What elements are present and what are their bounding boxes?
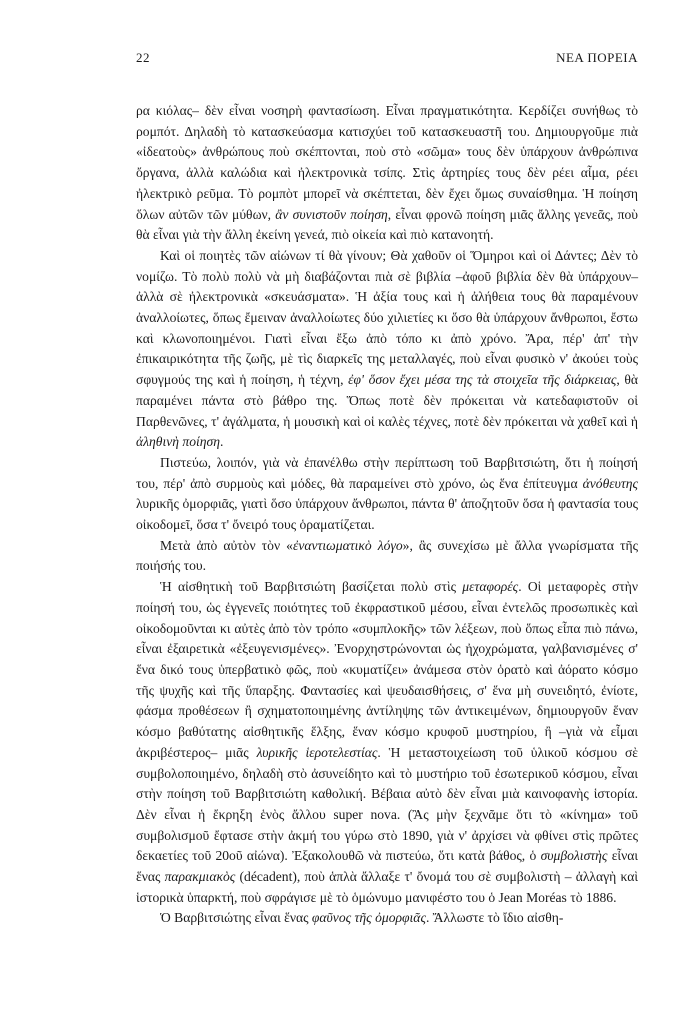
text-run: εἶναι ἕνας <box>136 848 638 885</box>
journal-title: ΝΕΑ ΠΟΡΕΙΑ <box>556 50 638 65</box>
text-run: Μετὰ ἀπὸ αὐτὸν τὸν « <box>160 537 293 553</box>
paragraph <box>136 908 638 929</box>
italic-phrase: ἐφ' ὅσον ἔχει μέσα της τὰ στοιχεῖα τῆς διάρκειας <box>348 372 617 388</box>
page-number: 22 <box>136 50 150 65</box>
text-run: . Ἡ μεταστοιχείωση τοῦ ὑλικοῦ κόσμου σὲ συμβολοποιημένο, δηλαδὴ στὸ ἀσυνείδητο καὶ τὸ μυστήριο τοῦ ἐσωτερικοῦ κόσμου, εἶναι στὴν ποίηση τοῦ Βαρβιτσιώτη καθολική. Βέβαια αὐτὸ δὲν εἶναι μιὰ καινοφανὴς ἱστορία. Δὲν εἶναι ἡ ἔκρηξη ἑνὸς ἄλλου super nova. (Ἂς μὴν ξεχνᾶμε ὅτι τὸ «κίνημα» τοῦ συμβολισμοῦ ἔφτασε στὴν ἀκμή του γύρω στὸ 1890, γιὰ ν' ἀρχίσει νὰ φθίνει στὶς πρῶτες δεκαετίες τοῦ 20οῦ αἰώνα). Ἐξακολουθῶ νὰ πιστεύω, ὅτι κατὰ βάθος, ὁ <box>136 744 639 864</box>
text-run: Ὁ Βαρβιτσιώτης εἶναι ἕνας <box>160 910 312 926</box>
text-run: . Οἱ μεταφορὲς στὴν ποίησή του, ὡς ἐγγενεῖς ποιότητες τοῦ ἐκφραστικοῦ μέσου, εἶναι ἐντελῶς προσωπικὲς καὶ οἰκοδομοῦνται κι αὐτὲς ἀπὸ τὸν τρόπο «συμπλοκῆς» τῶν λέξεων, ποὺ ὅπως εἶπα πιὸ πάνω, εἶναι ἐξαιρετικὰ «ἐξευγενισμένες». Ἐνορχηστρώνονται ὡς ἠχοχρώματα, γαλβανισμένες σ' ἕνα δικό τους ὑπερβατικὸ φῶς, ποὺ «κυματίζει» ἀνάμεσα στὸν ὁρατὸ καὶ ἀόρατο κόσμο τῆς ψυχῆς καὶ τῆς ὕπαρξης. Φαντασίες καὶ ψευδαισθήσεις, σ' ἕνα μὴ συνειδητό, ἐνίοτε, φάσμα προθέσεων ἢ σχηματοποιημένης ἀντίληψης τῶν ἀντικειμένων, δημιουργοῦν ἕναν κόσμο βαθύτατης αἰσθητικῆς ἕλξης, ἕναν κόσμο κρυφοῦ μυστηρίου, ἢ –γιὰ νὰ εἶμαι ἀκριβέστερος– μιᾶς <box>136 579 639 760</box>
italic-phrase: λυρικῆς ἱεροτελεστίας <box>256 744 378 760</box>
text-run: Ἡ αἰσθητικὴ τοῦ Βαρβιτσιώτη βασίζεται πολὺ στὶς <box>160 579 463 595</box>
body-text <box>136 101 638 929</box>
italic-phrase: συμβολιστὴς <box>540 848 608 864</box>
italic-phrase: παρακμιακὸς <box>164 869 236 885</box>
running-header <box>136 50 638 68</box>
text-run: (décadent), ποὺ ἁπλὰ ἄλλαξε τ' ὄνομά του σὲ συμβολιστὴ – ἀλλαγὴ καὶ ἱστορικὰ ὑπαρκτή, ποὺ σφράγισε μὲ τὸ ὁμώνυμο μανιφέστο του ὁ Jean Moréas τὸ 1886. <box>136 869 638 905</box>
paragraph <box>136 246 638 453</box>
text-run: . <box>219 434 224 450</box>
text-run: Καὶ οἱ ποιητὲς τῶν αἰώνων τί θὰ γίνουν; Θὰ χαθοῦν οἱ Ὅμηροι καὶ οἱ Δάντες; Δὲν τὸ νομίζω. Τὸ πολὺ πολὺ νὰ μὴ διαβάζονται πιὰ σὲ βιβλία –ἀφοῦ βιβλία δὲν θὰ ὑπάρχουν– ἀλλὰ σὲ ἠλεκτρονικὰ «σκευάσματα». Ἡ ἀξία τους καὶ ἡ ἀλήθεια τους θὰ παραμένουν ἀναλλοίωτες, ὅπως ἔμειναν ἀναλλοίωτες δύο χιλιετίες κι ὅσο θὰ ὑπάρχουν ἄνθρωποι, ἔστω καὶ κλωνοποιημένοι. Γιατὶ εἶναι ἔξω ἀπὸ τόπο κι ἀπὸ χρόνο. Ἄρα, πέρ' ἀπ' τὴν ἐπικαιρικότητα τῆς ζωῆς, μὲ τὶς διαρκεῖς της μεταλλαγές, ποὺ εἶναι φυσικὸ ν' ἀκούει τοὺς σφυγμούς της καὶ ἡ ποίηση, ἡ τέχνη, <box>136 247 638 388</box>
italic-phrase: μεταφορές <box>462 579 519 595</box>
text-run: ρα κιόλας– δὲν εἶναι νοσηρὴ φαντασίωση. Εἶναι πραγματικότητα. Κερδίζει συνήθως τὸ ρομπότ. Δηλαδὴ τὸ κατασκεύασμα κατισχύει τοῦ κατασκευαστῆ του. Δημιουργοῦμε πιὰ «ἰδεατοὺς» ἀνθρώπους ποὺ σκέπτονται, ποὺ στὸ «σῶμα» τους δὲν ὑπάρχουν ἀνθρώπινα ὄργανα, ἀλλὰ καλώδια καὶ ἠλεκτρονικὰ τσίπς. Στὶς ἀρτηρίες τους δὲν ρέει αἷμα, ρέει ἠλεκτρικὸ ρεῦμα. Τὸ ρομπὸτ μπορεῖ νὰ σκέπτεται, δὲν ἔχει ὅμως συναίσθημα. Ἡ ποίηση ὅλων αὐτῶν τῶν μύθων, <box>136 103 638 222</box>
paragraph <box>136 101 638 246</box>
paragraph <box>136 577 638 908</box>
italic-phrase: ἂν συνιστοῦν ποίηση <box>275 206 388 222</box>
italic-phrase: φαῦνος τῆς ὀμορφιᾶς <box>311 910 426 926</box>
text-run: . Ἄλλωστε τὸ ἴδιο αἰσθη- <box>425 910 564 926</box>
text-run: Πιστεύω, λοιπόν, γιὰ νὰ ἐπανέλθω στὴν περίπτωση τοῦ Βαρβιτσιώτη, ὅτι ἡ ποίησή του, πέρ' ἀπὸ συρμοὺς καὶ μόδες, θὰ παραμείνει στὸ χρόνο, ὡς ἕνα ἐπίτευγμα <box>136 454 638 491</box>
text-run: λυρικῆς ὀμορφιᾶς, γιατὶ ὅσο ὑπάρχουν ἄνθρωποι, πάντα θ' ἀποζητοῦν ὅσα ἡ φαντασία τους οἰκοδομεῖ, ὅσα τ' ὄνειρό τους ὁραματίζεται. <box>136 496 638 533</box>
italic-phrase: ἀνόθευτης <box>582 475 638 491</box>
text-run: , θὰ παραμένει πάντα στὸ βάθρο της. Ὅπως ποτὲ δὲν πρόκειται νὰ κατεδαφιστοῦν οἱ Παρθενῶνες, τ' ἀγάλματα, ἡ μουσικὴ καὶ οἱ καλὲς τέχνες, ποτὲ δὲν πρόκειται νὰ χαθεῖ καὶ ἡ <box>136 372 638 429</box>
italic-phrase: ἀληθινὴ ποίηση <box>136 434 220 450</box>
paragraph <box>136 536 638 577</box>
paragraph <box>136 453 638 536</box>
italic-phrase: ἐναντιωματικὸ λόγο <box>292 537 403 553</box>
text-run: », ἂς συνεχίσω μὲ ἄλλα γνωρίσματα τῆς ποιήσής του. <box>136 537 638 574</box>
text-run: , εἶναι φρονῶ ποίηση μιᾶς ἄλλης γενεᾶς, ποὺ θὰ εἶναι γιὰ τὴν ἄλλη ἐκείνη γενεά, πιὸ οἰκεία καὶ πιὸ κατανοητή. <box>136 206 638 243</box>
